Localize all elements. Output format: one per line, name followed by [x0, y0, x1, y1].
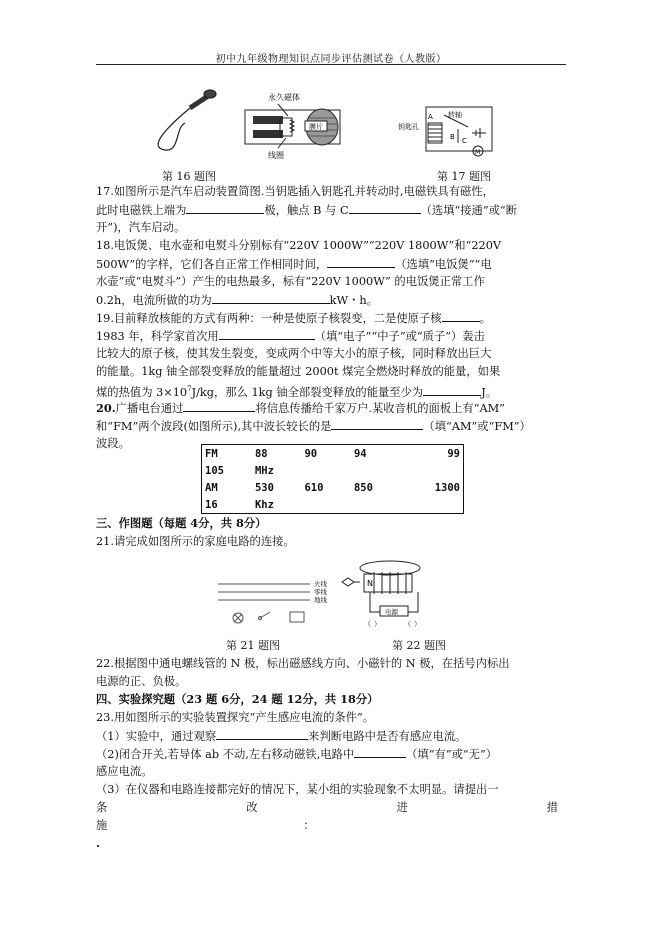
label-diaphragm: 膜片 — [309, 123, 323, 131]
q17-text-b: 极，触点 B 与 C — [264, 204, 349, 217]
q17-line3: 开”)，汽车启动。 — [96, 221, 186, 234]
figure-22-solenoid — [340, 560, 436, 630]
q19-blank-fusion[interactable] — [442, 309, 480, 322]
table-row — [202, 445, 464, 463]
q17-blank-pole[interactable] — [186, 201, 264, 214]
q20-text-d: （填“AM”或“FM”） — [423, 420, 531, 433]
header-rule — [96, 64, 566, 65]
q23-line3 — [96, 745, 566, 763]
q23-line2 — [96, 727, 566, 745]
table-cell: 16 — [205, 498, 218, 511]
q19-line3: 比较大的原子核，使其发生裂变，变成两个中等大小的原子核，同时释放出巨大 — [96, 347, 492, 360]
table-cell: Khz — [254, 498, 274, 511]
label-coil: 线圈 — [268, 151, 284, 160]
q19-blank-particle[interactable] — [219, 327, 315, 340]
q18-text-a: 500W”的字样，它们各自正常工作相同时间， — [96, 258, 328, 271]
q19-line5 — [96, 381, 566, 401]
label-neutral: 零线 — [314, 588, 327, 596]
figure-21-household-circuit — [218, 576, 338, 632]
q23-line4: 感应电流。 — [96, 765, 153, 778]
q23-word: 改 — [246, 801, 258, 814]
q20-text-c: 和“FM”两个波段(如图所示),其中波长较长的是 — [96, 420, 332, 433]
q20-number: 20. — [96, 401, 116, 415]
q23-line5: （3）在仪器和电路连接都完好的情况下，某小组的实验现象不太明显。请提出一 — [96, 783, 499, 796]
label-solenoid-n: N — [367, 579, 373, 588]
table-cell: MHz — [254, 464, 274, 477]
q19-text-d: （填“电子”“中子”或“质子”）轰击 — [314, 330, 485, 343]
label-key: 钥匙孔 — [398, 123, 419, 131]
table-cell: 850 — [353, 481, 373, 494]
q19-text-c: 1983 年，科学家首次用 — [96, 330, 219, 343]
q18-line1: 18.电饭煲、电水壶和电熨斗分别标有“220V 1000W”“220V 1800W”和“220V — [96, 239, 502, 252]
label-a: A — [428, 113, 433, 121]
q18-blank-appliance[interactable] — [327, 255, 395, 268]
table-cell: 1300 — [434, 481, 460, 494]
q18-line4 — [96, 291, 566, 309]
caption-fig17: 第 17 题图 — [437, 170, 491, 183]
q19-blank-energy[interactable] — [423, 383, 481, 396]
table-row — [202, 462, 464, 479]
q23-line1: 23.用如图所示的实验装置探究“产生感应电流的条件”。 — [96, 711, 375, 724]
q17-line2 — [96, 201, 566, 219]
q19-text-a: 19.目前释放核能的方式有两种：一种是使原子核裂变，二是使原子核 — [96, 312, 442, 325]
microphone-illustration — [158, 90, 216, 150]
q18-blank-work[interactable] — [212, 291, 330, 304]
caption-fig16: 第 16 题图 — [162, 170, 216, 183]
q23-word: 条 — [96, 801, 108, 814]
q23-text-c: （2)闭合开关,若导体 ab 不动,左右移动磁铁,电路中 — [96, 748, 355, 761]
label-power-supply: 电源 — [385, 608, 398, 616]
q21-text: 21.请完成如图所示的家庭电路的连接。 — [96, 535, 295, 548]
label-axis: 转轴 — [448, 111, 462, 119]
q17-text-a: 此时电磁铁上端为 — [96, 204, 187, 217]
label-paren-left-close: ） — [374, 620, 381, 628]
q23-line6 — [96, 799, 558, 816]
q22-line1: 22.根据图中通电螺线管的 N 极，标出磁感线方向、小磁针的 N 极，在括号内标出 — [96, 657, 510, 670]
q19-text-g: J。 — [481, 385, 498, 399]
q23-blank-observe[interactable] — [216, 727, 308, 740]
table-row — [202, 496, 464, 514]
table-row — [202, 479, 464, 496]
q23-blank-improve[interactable] — [107, 817, 303, 829]
q20-text-b: 将信息传播给千家万户.某收音机的面板上有“AM” — [255, 402, 505, 415]
q18-text-d: kW・h。 — [329, 294, 378, 307]
section4-title: 四、实验探究题（23 题 6分，24 题 12分，共 18分） — [96, 692, 379, 706]
q18-line2 — [96, 255, 566, 273]
q23-word: 施 — [96, 819, 108, 832]
q23-word: ： — [303, 819, 315, 832]
q20-blank-band[interactable] — [331, 417, 423, 430]
q19-text-b: 。 — [479, 312, 491, 325]
figure-16-microphone — [150, 88, 355, 166]
q17-line1: 17.如图所示是汽车启动装置简图.当钥匙插入钥匙孔并转动时,电磁铁具有磁性， — [96, 185, 494, 198]
q19-text-e: 煤的热值为 3×10 — [96, 385, 188, 399]
q23-text-b: 来判断电路中是否有感应电流。 — [308, 730, 467, 743]
table-cell: 105 — [205, 464, 224, 477]
label-paren-right-close: ） — [414, 620, 421, 628]
label-ground: 地线 — [314, 596, 327, 604]
table-cell: 530 — [254, 481, 274, 494]
q23-line8: . — [96, 836, 100, 850]
q23-blank-current[interactable] — [354, 745, 406, 758]
label-paren-right: （ — [404, 620, 411, 628]
q23-text-d: （填“有”或“无”） — [406, 748, 498, 761]
microphone-structure — [245, 104, 340, 148]
table-cell: 94 — [353, 447, 367, 460]
q19-line4: 的能量。1kg 铀全部裂变释放的能量超过 2000t 煤完全燃烧时释放的能量，如果 — [96, 365, 501, 378]
q23-word: 措 — [546, 801, 558, 814]
label-motor: M — [475, 149, 481, 156]
q20-line2 — [96, 417, 566, 435]
radio-frequency-table — [201, 444, 464, 514]
q23-text-a: （1）实验中，通过观察 — [96, 730, 217, 743]
table-cell: AM — [205, 481, 218, 494]
q23-word: 进 — [396, 801, 408, 814]
label-live: 火线 — [314, 580, 327, 588]
section3-title: 三、作图题（每题 4分，共 8分） — [96, 516, 267, 530]
q22-line2: 电源的正、负极。 — [96, 675, 187, 688]
q17-blank-contact[interactable] — [349, 201, 421, 214]
q23-line7 — [96, 817, 566, 834]
q18-line3: 水壶”或“电熨斗”）产生的电热最多，标有“220V 1000W” 的电饭煲正常工作 — [96, 275, 485, 288]
page-header: 初中九年级物理知识点同步评估测试卷（人教版） — [215, 54, 447, 65]
q19-exponent: 7 — [187, 385, 192, 393]
label-b: B — [450, 133, 455, 141]
q20-line3: 波段。 — [96, 437, 130, 450]
label-permanent-magnet: 永久磁体 — [268, 93, 300, 102]
table-cell: 90 — [304, 447, 318, 460]
q20-line1 — [96, 399, 566, 417]
table-cell: 99 — [447, 447, 460, 460]
q20-blank-medium[interactable] — [183, 399, 255, 412]
q17-text-c: （选填“接通”或“断 — [420, 204, 517, 217]
q18-text-b: （选填“电饭煲”“电 — [395, 258, 492, 271]
q19-text-f: J/kg，那么 1kg 铀全部裂变释放的能量至少为 — [191, 385, 424, 399]
q19-line1 — [96, 309, 566, 327]
table-cell: 88 — [254, 447, 268, 460]
caption-fig21: 第 21 题图 — [226, 639, 280, 652]
label-paren-left: （ — [364, 620, 371, 628]
label-c: C — [462, 137, 467, 145]
table-cell: FM — [205, 447, 218, 460]
q20-text-a: 广播电台通过 — [115, 402, 184, 415]
table-cell: 610 — [304, 481, 324, 494]
figure-17-starter-circuit — [398, 103, 498, 161]
q19-line2 — [96, 327, 566, 345]
caption-fig22: 第 22 题图 — [392, 639, 446, 652]
q18-text-c: 0.2h，电流所做的功为 — [96, 294, 212, 307]
